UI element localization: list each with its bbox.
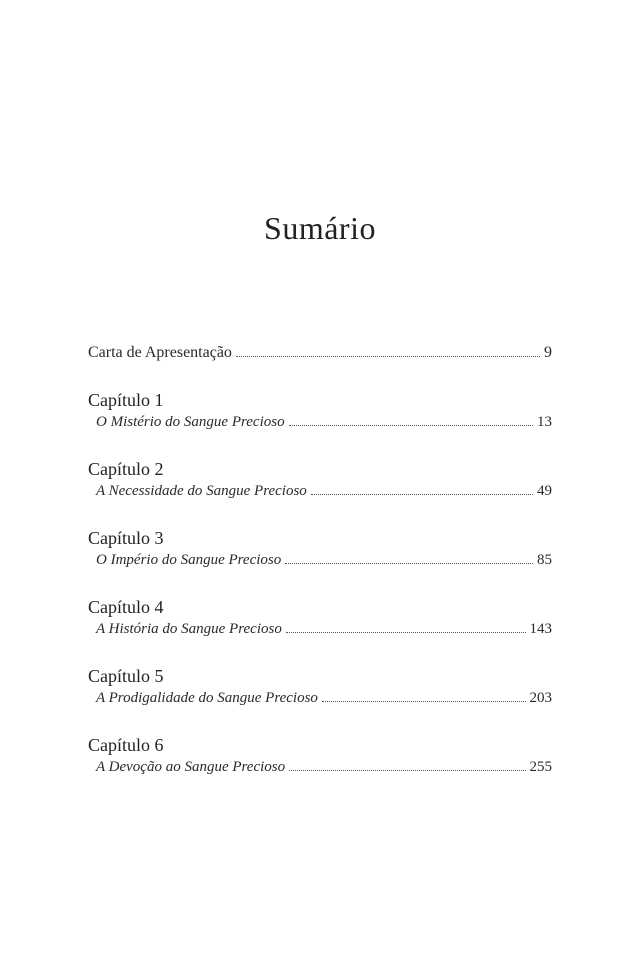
dot-leader (289, 425, 533, 426)
dot-leader (322, 701, 526, 702)
chapter-label: Capítulo 2 (88, 459, 164, 479)
chapter-label: Capítulo 4 (88, 597, 164, 617)
chapter-label: Capítulo 1 (88, 390, 164, 410)
toc-row (88, 621, 552, 638)
toc-entry-intro[interactable] (88, 344, 552, 362)
toc-entry-chapter-2[interactable] (88, 457, 552, 500)
toc-row (88, 344, 552, 362)
toc-entry-chapter-1[interactable] (88, 388, 552, 431)
dot-leader (236, 356, 540, 357)
toc-page-number: 143 (529, 621, 552, 637)
toc-row (88, 690, 552, 707)
dot-leader (285, 563, 533, 564)
toc-row (88, 414, 552, 431)
toc-page-number: 49 (537, 483, 552, 499)
toc-page-number: 255 (529, 759, 552, 775)
chapter-label: Capítulo 5 (88, 666, 164, 686)
chapter-subtitle: O Império do Sangue Precioso (96, 552, 282, 568)
chapter-label: Capítulo 6 (88, 735, 164, 755)
chapter-subtitle: A Devoção ao Sangue Precioso (96, 759, 286, 775)
toc-entry-chapter-4[interactable] (88, 595, 552, 638)
toc-entry-label: Carta de Apresentação (88, 344, 232, 361)
chapter-subtitle: O Mistério do Sangue Precioso (96, 414, 285, 430)
toc-row (88, 483, 552, 500)
toc-page-number: 203 (529, 690, 552, 706)
dot-leader (289, 770, 525, 771)
chapter-subtitle: A Prodigalidade do Sangue Precioso (96, 690, 318, 706)
toc-page-number: 13 (537, 414, 552, 430)
toc-entry-chapter-5[interactable] (88, 664, 552, 707)
toc-page-number: 85 (537, 552, 552, 568)
chapter-subtitle: A História do Sangue Precioso (96, 621, 282, 637)
page-title: Sumário (264, 210, 376, 246)
toc-entry-chapter-6[interactable] (88, 733, 552, 776)
dot-leader (311, 494, 533, 495)
toc-page-number: 9 (544, 344, 552, 361)
toc-entry-chapter-3[interactable] (88, 526, 552, 569)
chapter-subtitle: A Necessidade do Sangue Precioso (96, 483, 307, 499)
dot-leader (286, 632, 526, 633)
chapter-label: Capítulo 3 (88, 528, 164, 548)
toc-row (88, 759, 552, 776)
toc-row (88, 552, 552, 569)
